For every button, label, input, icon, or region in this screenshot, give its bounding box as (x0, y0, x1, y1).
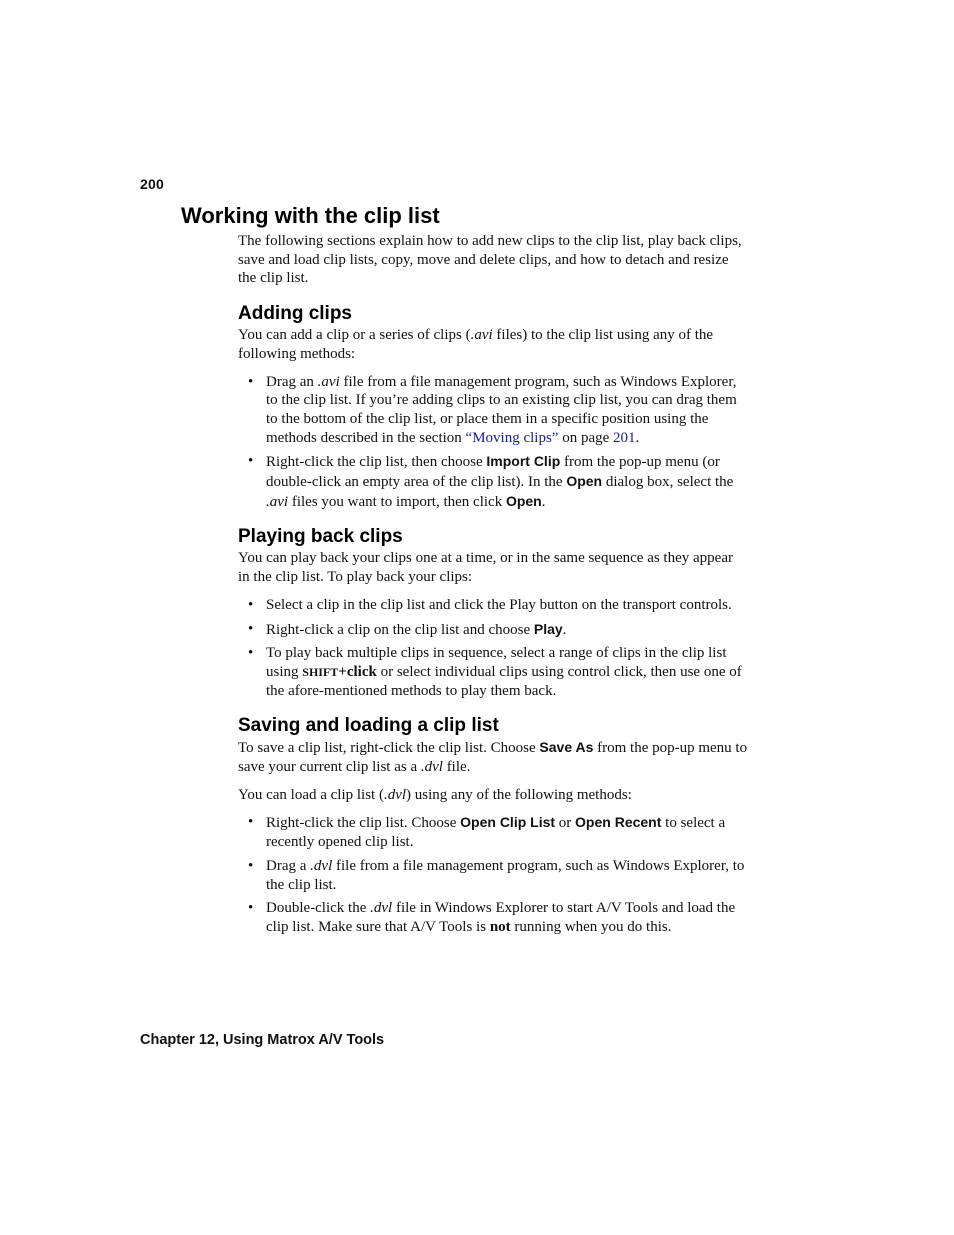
adding-methods-list (238, 373, 748, 512)
list-item: • To play back multiple clips in sequence, select a range of clips in the clip list using SHIFT+click or select individual clips using control click, then use one of the afore-mentioned methods to play them back. (248, 645, 742, 699)
bullet: • (248, 453, 254, 470)
loading-paragraph: You can load a clip list (.dvl) using any of the following methods: (238, 786, 632, 803)
main-content (238, 232, 748, 942)
heading-saving-loading: Saving and loading a clip list (238, 715, 499, 737)
bullet: • (248, 857, 254, 874)
playing-intro-paragraph: You can play back your clips one at a time, or in the same sequence as they appear in the clip list. To play back your clips: (238, 550, 733, 586)
list-item: • Double-click the .dvl file in Windows Explorer to start A/V Tools and load the clip list. Make sure that A/V Tools is not running when you do this. (248, 900, 736, 935)
list-item: • Right-click the clip list. Choose Open Clip List or Open Recent to select a recently opened clip list. (248, 814, 726, 851)
list-item: • Select a clip in the clip list and click the Play button on the transport controls. (248, 596, 732, 613)
page-title: Working with the clip list (181, 203, 440, 228)
ui-term-import-clip: Import Clip (486, 453, 561, 470)
moving-clips-link[interactable]: “Moving clips” (465, 429, 559, 446)
heading-adding-clips: Adding clips (238, 303, 352, 325)
bullet: • (248, 645, 254, 662)
list-item: • Drag a .dvl file from a file management program, such as Windows Explorer, to the clip list. (248, 857, 745, 893)
intro-paragraph: The following sections explain how to add new clips to the clip list, play back clips, save and load clip lists, copy, move and delete clips, and how to detach and resize the clip list. (238, 233, 742, 287)
bullet: • (248, 373, 254, 390)
heading-playing-back-clips: Playing back clips (238, 526, 403, 548)
list-item: • Right-click a clip on the clip list and choose Play. (248, 620, 567, 638)
loading-methods-list (238, 813, 748, 936)
ui-term-open-clip-list: Open Clip List (460, 814, 556, 831)
bullet: • (248, 900, 254, 917)
page-number: 200 (140, 176, 164, 192)
page-201-link[interactable]: 201 (613, 429, 636, 446)
playing-methods-list (238, 596, 748, 701)
ui-term-save-as: Save As (539, 739, 594, 756)
bullet: • (248, 814, 254, 831)
list-item: • Right-click the clip list, then choose Import Clip from the pop-up menu (or double-click an empty area of the clip list). In the Open dialog box, select the .avi files you want to import, then click Open. (248, 453, 734, 510)
ui-term-open-dialog: Open (566, 473, 603, 490)
page-footer: Chapter 12, Using Matrox A/V Tools (140, 1032, 385, 1048)
ui-term-play: Play (533, 620, 563, 637)
bullet: • (248, 596, 254, 613)
adding-intro-paragraph: You can add a clip or a series of clips (.avi files) to the clip list using any of the following methods: (238, 327, 714, 362)
list-item: • Drag an .avi file from a file management program, such as Windows Explorer, to the clip list. If you’re adding clips to an existing clip list, you can drag them to the bottom of the clip list, or place them in a specific position using the methods described in the section “Moving clips” on page 201. (248, 373, 737, 446)
ui-term-open: Open (505, 492, 542, 509)
saving-paragraph: To save a clip list, right-click the clip list. Choose Save As from the pop-up menu to save your current clip list as a .dvl file. (238, 739, 748, 776)
key-shift: SHIFT (302, 664, 339, 679)
bullet: • (248, 620, 254, 637)
ui-term-open-recent: Open Recent (575, 814, 662, 831)
